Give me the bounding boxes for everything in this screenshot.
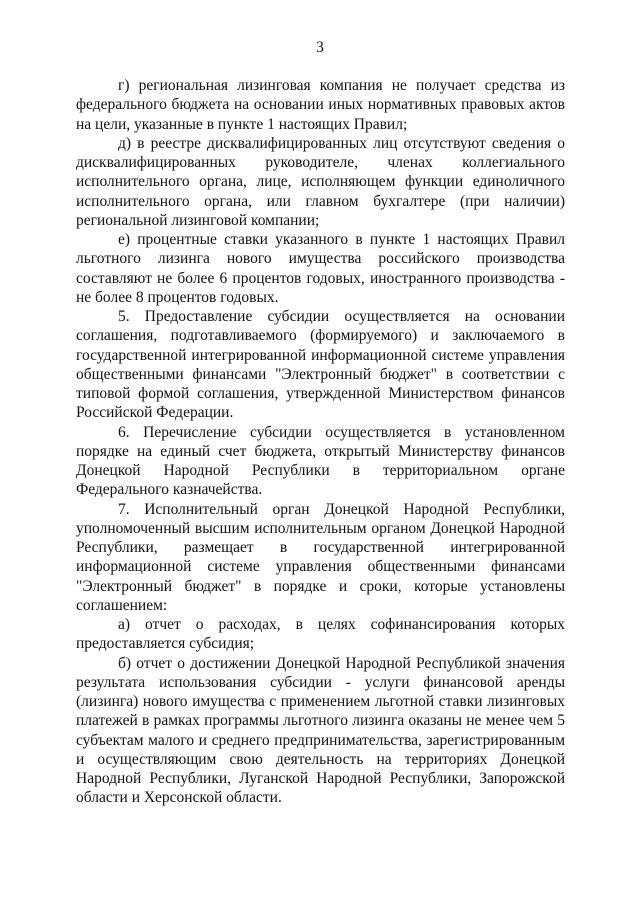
paragraph-item-e: е) процентные ставки указанного в пункте 1 настоящих Правил льготного лизинга нового имущества российского производства составляют не более 6 процентов годовых, иностранного производства - не более 8 процентов годовых. xyxy=(76,231,565,306)
paragraph-item-b: б) отчет о достижении Донецкой Народной Республикой значения результата использования субсидии - услуги финансовой аренды (лизинга) нового имущества с применением льготной ставки лизинговых платежей в рамках программы льготного лизинга оказаны не менее чем 5 субъектам малого и среднего предпринимательства, зарегистрированным и осуществляющим свою деятельность на территориях Донецкой Народной Республики, Луганской Народной Республики, Запорожской области и Херсонской области. xyxy=(76,654,565,807)
paragraph-clause-5: 5. Предоставление субсидии осуществляется на основании соглашения, подготавливаемого (формируемого) и заключаемого в государственной интегрированной информационной системе управления общественными финансами "Электронный бюджет" в соответствии с типовой формой соглашения, утвержденной Министерством финансов Российской Федерации. xyxy=(76,308,565,422)
page-number: 3 xyxy=(316,39,324,56)
paragraph-item-d: д) в реестре дисквалифицированных лиц отсутствуют сведения о дисквалифицированных руководителе, членах коллегиального исполнительного органа, лице, исполняющем функции единоличного исполнительного органа, или главном бухгалтере (при наличии) региональной лизинговой компании; xyxy=(76,134,565,229)
paragraph-clause-6: 6. Перечисление субсидии осуществляется в установленном порядке на единый счет бюджета, открытый Министерству финансов Донецкой Народной Республики в территориальном органе Федерального казначейства. xyxy=(76,423,565,499)
document-body xyxy=(76,76,565,808)
paragraph-item-g: г) региональная лизинговая компания не получает средства из федерального бюджета на основании иных нормативных правовых актов на цели, указанные в пункте 1 настоящих Правил; xyxy=(76,77,565,133)
paragraph-clause-7: 7. Исполнительный орган Донецкой Народной Республики, уполномоченный высшим исполнительным органом Донецкой Народной Республики, размещает в государственной интегрированной информационной системе управления общественными финансами "Электронный бюджет" в порядке и сроки, которые установлены соглашением: xyxy=(76,500,565,614)
paragraph-item-a: а) отчет о расходах, в целях софинансирования которых предоставляется субсидия; xyxy=(76,616,565,653)
